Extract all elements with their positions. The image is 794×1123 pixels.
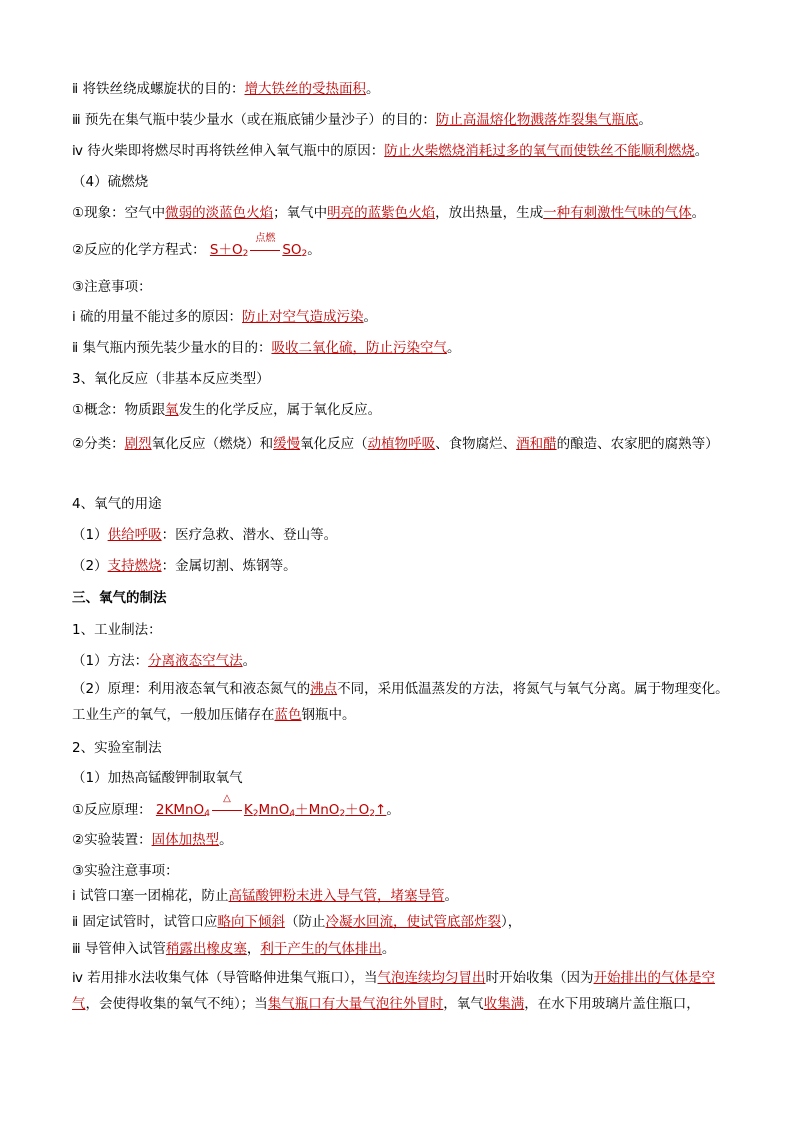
text-line xyxy=(72,556,734,576)
text: 2KMnO xyxy=(155,802,205,818)
text: MnO xyxy=(258,802,290,818)
chemical-equation xyxy=(156,802,210,818)
text: ②分类： xyxy=(72,436,125,452)
text-paragraph xyxy=(72,965,734,1017)
chemical-equation xyxy=(244,802,386,818)
text-line xyxy=(72,861,734,881)
text-line xyxy=(72,203,734,223)
condition-label: 点燃 xyxy=(255,233,276,244)
text-line xyxy=(72,307,734,327)
text: ⅳ 若用排水法收集气体（导管略伸进集气瓶口），当 xyxy=(72,970,378,986)
answer-text: 略向下倾斜 xyxy=(217,914,285,930)
text-line xyxy=(72,830,734,850)
text: ⅳ 待火柴即将燃尽时再将铁丝伸入氧气瓶中的原因： xyxy=(72,143,385,159)
answer-text: 支持燃烧 xyxy=(107,558,162,574)
text: ①现象：空气中 xyxy=(72,205,166,221)
chemical-equation xyxy=(210,242,248,258)
answer-text: 收集满 xyxy=(483,996,525,1012)
text: ⅱ 集气瓶内预先装少量水的目的： xyxy=(72,340,272,356)
answer-text: 增大铁丝的受热面积 xyxy=(244,81,366,97)
section-heading xyxy=(72,738,734,758)
text: ：金属切割、炼钢等。 xyxy=(161,558,297,574)
section-heading xyxy=(72,369,734,389)
text: ⅰ 硫的用量不能过多的原因： xyxy=(72,309,243,325)
text: 的酿造、农家肥的腐熟等） xyxy=(556,436,719,452)
text: ③注意事项： xyxy=(72,279,152,295)
condition-line xyxy=(212,810,242,811)
text: 。 xyxy=(307,242,321,258)
text: ↑ xyxy=(375,802,387,818)
text: ＋O xyxy=(345,802,370,818)
text: 。 xyxy=(691,205,706,221)
text: 1、工业制法： xyxy=(72,622,162,638)
text-line xyxy=(72,651,734,671)
text-line xyxy=(72,79,734,99)
subscript: 2 xyxy=(339,809,346,819)
text: （防止 xyxy=(284,914,326,930)
text: （2） xyxy=(72,558,108,574)
answer-text: 剧烈 xyxy=(124,436,152,452)
text: 。 xyxy=(386,802,400,818)
text: S＋O xyxy=(209,242,243,258)
text: ：医疗急救、潜水、登山等。 xyxy=(161,527,338,543)
section-heading xyxy=(72,620,734,640)
answer-text: 供给呼吸 xyxy=(107,527,162,543)
text: ，放出热量，生成 xyxy=(435,205,544,221)
text-line xyxy=(72,912,734,932)
condition-label: △ xyxy=(223,793,231,804)
text: 。 xyxy=(381,941,396,957)
text-line xyxy=(72,886,734,906)
condition-line xyxy=(250,250,280,251)
text: ＋MnO xyxy=(295,802,340,818)
text: （1）加热高锰酸钾制取氧气 xyxy=(72,770,243,786)
answer-text: 冷凝水回流，使试管底部炸裂 xyxy=(325,914,501,930)
chemical-equation xyxy=(282,242,307,258)
chapter-heading xyxy=(72,588,734,608)
text: ⅲ 导管伸入试管 xyxy=(72,941,166,957)
text: ②反应的化学方程式： xyxy=(72,242,206,258)
text-line xyxy=(72,525,734,545)
text: 。 xyxy=(694,143,709,159)
answer-text: 沸点 xyxy=(310,681,338,697)
answer-text: 明亮的蓝紫色火焰 xyxy=(327,205,436,221)
subscript: 2 xyxy=(242,249,249,259)
text-paragraph xyxy=(72,676,734,728)
answer-text: 固体加热型 xyxy=(151,832,220,848)
text: ⅱ 将铁丝绕成螺旋状的目的： xyxy=(72,81,245,97)
text: SO xyxy=(282,242,302,258)
text-paragraph xyxy=(72,431,734,457)
answer-text: 吸收二氧化硫，防止污染空气 xyxy=(271,340,447,356)
text: ；氧气中 xyxy=(273,205,328,221)
text-line xyxy=(72,141,734,161)
text: ①概念：物质跟 xyxy=(72,402,166,418)
text: （1）方法： xyxy=(72,653,149,669)
text: 。 xyxy=(219,832,233,848)
text: 钢瓶中。 xyxy=(301,707,356,723)
answer-text: 微弱的淡蓝色火焰 xyxy=(165,205,274,221)
subscript: 2 xyxy=(252,809,259,819)
subscript: 2 xyxy=(301,249,308,259)
text: 、食物腐烂、 xyxy=(435,436,517,452)
text: 不同，采用低温蒸发的方法，将氮气与氧气分离。属于物理变化。工业生产的氧气，一般加压储存在 xyxy=(72,681,729,723)
text: 氧化反应（ xyxy=(300,436,368,452)
answer-text: 分离液态空气法 xyxy=(148,653,243,669)
text: ，在水下用玻璃片盖住瓶口， xyxy=(524,996,700,1012)
text: ，会使得收集的氧气不纯）；当 xyxy=(85,996,268,1012)
text: 。 xyxy=(363,309,378,325)
subscript: 4 xyxy=(204,809,210,819)
text-line xyxy=(72,110,734,130)
text: ①反应原理： xyxy=(72,802,152,818)
subscript: 4 xyxy=(289,809,296,819)
section-heading xyxy=(72,494,734,514)
text: 发生的化学反应，属于氧化反应。 xyxy=(178,402,382,418)
reaction-condition xyxy=(210,793,244,820)
answer-text: 缓慢 xyxy=(273,436,301,452)
answer-text: 防止对空气造成污染 xyxy=(242,309,364,325)
section-heading xyxy=(72,768,734,788)
answer-text: 酒和醋 xyxy=(516,436,557,452)
text: 。 xyxy=(242,653,257,669)
subscript: 2 xyxy=(369,809,376,819)
text: ②实验装置： xyxy=(72,832,152,848)
text: （4）硫燃烧 xyxy=(72,174,149,190)
answer-text: 开始排出的气体是空气 xyxy=(72,970,715,1012)
text: 氧化反应（燃烧）和 xyxy=(151,436,274,452)
answer-text: 氧 xyxy=(165,402,179,418)
answer-text: 集气瓶口有大量气泡往外冒时 xyxy=(267,996,444,1012)
text: 4、氧气的用途 xyxy=(72,496,162,512)
text: K xyxy=(243,802,253,818)
text: 2、实验室制法 xyxy=(72,740,162,756)
text: ⅰ 试管口塞一团棉花，防止 xyxy=(72,888,229,904)
text: 。 xyxy=(365,81,380,97)
answer-text: 一种有刺激性气味的气体 xyxy=(543,205,692,221)
answer-text: 动植物呼吸 xyxy=(367,436,436,452)
text: ⅲ 预先在集气瓶中装少量水（或在瓶底铺少量沙子）的目的： xyxy=(72,112,436,128)
answer-text: 防止高温熔化物溅落炸裂集气瓶底 xyxy=(435,112,639,128)
text: ， xyxy=(246,941,261,957)
reaction-condition xyxy=(248,233,282,260)
equation-line xyxy=(72,793,734,824)
answer-text: 防止火柴燃烧消耗过多的氧气而使铁丝不能顺利燃烧 xyxy=(384,143,695,159)
text: ，氧气 xyxy=(443,996,484,1012)
answer-text: 稍露出橡皮塞 xyxy=(165,941,247,957)
text: 。 xyxy=(444,888,459,904)
text: 3、氧化反应（非基本反应类型） xyxy=(72,371,270,387)
text: 。 xyxy=(446,340,461,356)
text-line xyxy=(72,338,734,358)
text: ③实验注意事项： xyxy=(72,863,179,879)
text: 。 xyxy=(638,112,652,128)
text: ）， xyxy=(500,914,522,930)
text: ⅱ 固定试管时，试管口应 xyxy=(72,914,218,930)
text: （1） xyxy=(72,527,108,543)
answer-text: 利于产生的气体排出 xyxy=(260,941,382,957)
equation-line xyxy=(72,233,734,264)
section-heading xyxy=(72,172,734,192)
text-line xyxy=(72,277,734,297)
answer-text: 高锰酸钾粉末进入导气管，堵塞导管 xyxy=(228,888,445,904)
text: 时开始收集（因为 xyxy=(485,970,594,986)
text-line xyxy=(72,939,734,959)
answer-text: 蓝色 xyxy=(274,707,302,723)
text: （2）原理：利用液态氧气和液态氮气的 xyxy=(72,681,311,697)
text: 三、氧气的制法 xyxy=(72,590,167,606)
text-line xyxy=(72,400,734,420)
answer-text: 气泡连续均匀冒出 xyxy=(377,970,486,986)
